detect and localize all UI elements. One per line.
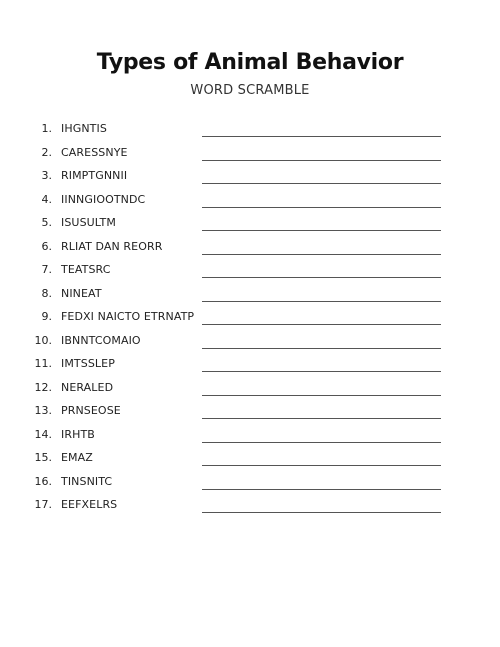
scrambled-word: RLIAT DAN REORR <box>61 239 163 253</box>
scrambled-word: PRNSEOSE <box>61 404 121 417</box>
page-title: Types of Animal Behavior <box>96 50 404 75</box>
scrambled-word: NINEAT <box>61 286 102 300</box>
answer-line <box>202 136 441 137</box>
answer-line <box>202 301 441 302</box>
answer-line <box>202 183 441 184</box>
item-number: 13. <box>34 404 52 417</box>
answer-line <box>202 512 441 513</box>
answer-line <box>202 324 441 325</box>
scrambled-word: IBNNTCOMAIO <box>61 333 141 347</box>
list-item <box>0 144 500 168</box>
list-item <box>0 167 500 191</box>
list-item <box>0 285 500 309</box>
scrambled-word: EMAZ <box>61 451 93 464</box>
item-number: 5. <box>41 216 52 229</box>
item-number: 4. <box>41 192 52 206</box>
item-number: 11. <box>34 357 52 370</box>
item-number: 1. <box>41 122 52 135</box>
answer-line <box>202 395 441 396</box>
list-item <box>0 449 500 473</box>
item-number: 7. <box>41 263 52 276</box>
scrambled-word: IRHTB <box>61 427 95 441</box>
list-item <box>0 473 500 497</box>
scrambled-word: IINNGIOOTNDC <box>61 192 146 206</box>
scrambled-word: RIMPTGNNII <box>61 169 128 182</box>
list-item <box>0 426 500 450</box>
item-number: 3. <box>41 169 52 182</box>
scramble-list <box>0 120 500 520</box>
list-item <box>0 120 500 144</box>
item-number: 14. <box>34 427 52 441</box>
item-number: 10. <box>34 333 52 347</box>
answer-line <box>202 465 441 466</box>
item-number: 9. <box>41 310 52 323</box>
answer-line <box>202 207 441 208</box>
list-item <box>0 355 500 379</box>
list-item <box>0 496 500 520</box>
item-number: 8. <box>41 286 52 300</box>
list-item <box>0 238 500 262</box>
list-item <box>0 191 500 215</box>
scrambled-word: FEDXI NAICTO ETRNATP <box>61 310 195 323</box>
answer-line <box>202 418 441 419</box>
item-number: 2. <box>41 145 52 159</box>
answer-line <box>202 254 441 255</box>
item-number: 12. <box>34 380 52 394</box>
answer-line <box>202 230 441 231</box>
answer-line <box>202 442 441 443</box>
scrambled-word: TINSNITC <box>61 474 113 488</box>
answer-line <box>202 160 441 161</box>
answer-line <box>202 348 441 349</box>
item-number: 17. <box>34 498 52 511</box>
answer-line <box>202 489 441 490</box>
answer-line <box>202 277 441 278</box>
list-item <box>0 332 500 356</box>
scrambled-word: ISUSULTM <box>61 216 116 229</box>
item-number: 16. <box>34 474 52 488</box>
scrambled-word: CARESSNYE <box>61 145 128 159</box>
answer-line <box>202 371 441 372</box>
list-item <box>0 261 500 285</box>
list-item <box>0 379 500 403</box>
item-number: 6. <box>41 239 52 253</box>
list-item <box>0 214 500 238</box>
scrambled-word: TEATSRC <box>61 263 111 276</box>
item-number: 15. <box>34 451 52 464</box>
scrambled-word: EEFXELRS <box>61 498 118 511</box>
scrambled-word: IHGNTIS <box>61 122 107 135</box>
page-subtitle: WORD SCRAMBLE <box>190 83 310 98</box>
scrambled-word: IMTSSLEP <box>61 357 115 370</box>
list-item <box>0 308 500 332</box>
list-item <box>0 402 500 426</box>
scrambled-word: NERALED <box>61 380 114 394</box>
